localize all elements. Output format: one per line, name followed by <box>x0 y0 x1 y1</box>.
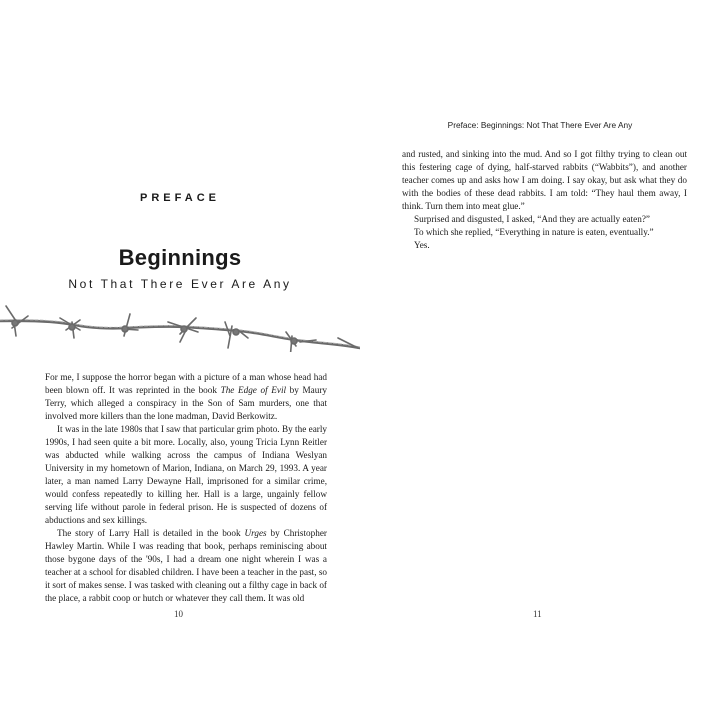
chapter-title: Beginnings <box>118 245 242 270</box>
paragraph: It was in the late 1980s that I saw that particular grim photo. By the early 1990s, I had seen quite a bit more. Locally, also, young Tricia Lynn Reitler was abducted while walking across the campus of Indiana Weslyan University in my hometown of Marion, Indiana, on March 29, 1993. A year later, a man named Larry Dewayne Hall, imprisoned for a similar crime, would confess repeatedly to killing her. Hall is a large, ungainly fellow serving life without parole in federal prison. He is suspected of dozens of abductions and sex killings. <box>45 424 327 525</box>
page-number: 11 <box>533 609 542 619</box>
paragraph: Surprised and disgusted, I asked, “And they are actually eaten?” <box>414 214 650 224</box>
page-number: 10 <box>174 609 183 619</box>
barbed-wire-icon <box>0 296 360 352</box>
chapter-subtitle: Not That There Ever Are Any <box>68 277 292 291</box>
paragraph: The story of Larry Hall is detailed in the book Urges by Christopher Hawley Martin. While I was reading that book, perhaps reminiscing about those bygone days of the '90s, I had a dream one night wherein I was a teacher at a school for disabled children. I have been a teacher in the past, so it sort of makes sense. I was tasked with cleaning out a filthy cage in back of the place, a rabbit coop or hutch or whatever they call them. It was old <box>45 528 327 603</box>
paragraph: and rusted, and sinking into the mud. And so I got filthy trying to clean out this festering cage of dying, half-starved rabbits (“Wabbits”), and another teacher comes up and asks how I am doing. I say okay, but ask what they do with the bodies of these dead rabbits. I am told: “They haul them away, I think. Turn them into meat glue.” <box>402 149 687 211</box>
paragraph: To which she replied, “Everything in nature is eaten, eventually.” <box>414 227 654 237</box>
running-head: Preface: Beginnings: Not That There Ever Are Any <box>447 120 633 130</box>
paragraph: For me, I suppose the horror began with a picture of a man whose head had been blown off. It was reprinted in the book The Edge of Evil by Maury Terry, which alleged a conspiracy in the Son of Sam murders, one that involved more killers than the lone madman, David Berkowitz. <box>45 372 327 421</box>
book-title: Urges <box>244 528 267 538</box>
body-text <box>45 371 327 605</box>
book-title: The Edge of Evil <box>220 385 287 395</box>
paragraph: Yes. <box>414 240 430 250</box>
body-text <box>402 148 687 252</box>
section-label: PREFACE <box>140 192 220 204</box>
